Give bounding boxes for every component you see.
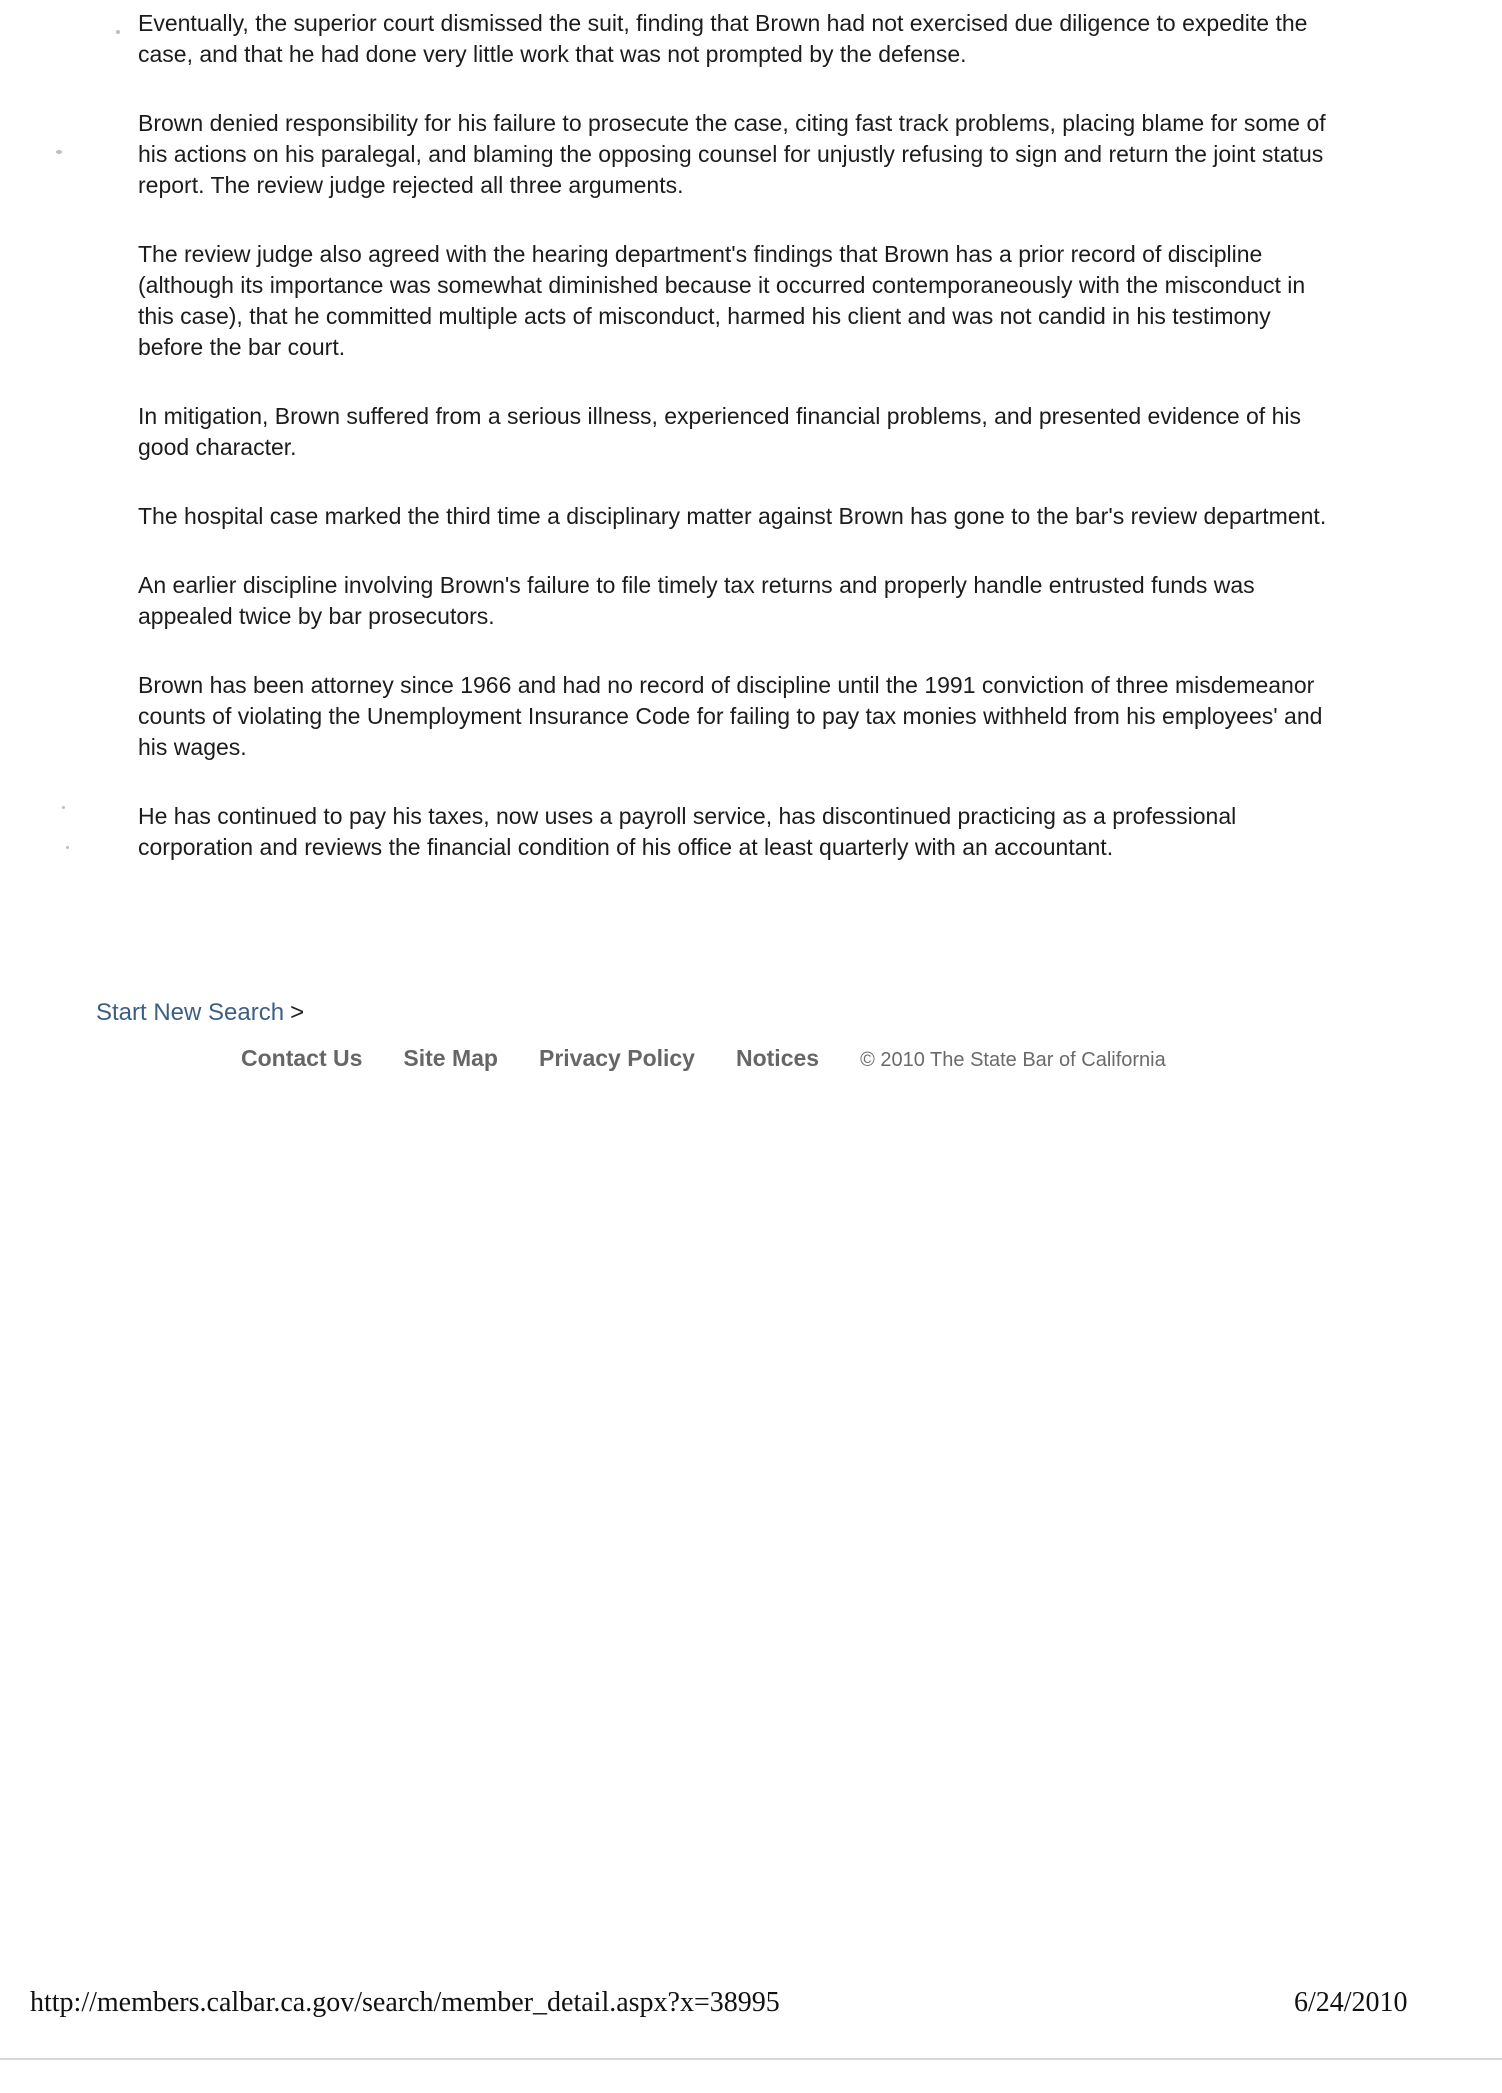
copyright-notice: © 2010 The State Bar of California bbox=[860, 1049, 1166, 1071]
article-paragraph-6: An earlier discipline involving Brown's failure to file timely tax returns and properly handle entrusted funds was appealed twice by bar prosecutors. bbox=[138, 572, 1255, 629]
article-paragraph-1: Eventually, the superior court dismissed the suit, finding that Brown had not exercised due diligence to expedite the case, and that he had done very little work that was not prompted by the defense. bbox=[138, 10, 1308, 67]
scan-speck bbox=[62, 806, 65, 809]
article-paragraph-8: He has continued to pay his taxes, now uses a payroll service, has discontinued practicing as a professional corporation and reviews the financial condition of his office at least quarterly with an accountant. bbox=[138, 803, 1237, 860]
article-paragraph-2: Brown denied responsibility for his failure to prosecute the case, citing fast track problems, placing blame for some of his actions on his paralegal, and blaming the opposing counsel for unjustly refusing to sign and return the joint status report. The review judge rejected all three arguments. bbox=[138, 110, 1326, 198]
footer-link-privacy-policy[interactable]: Privacy Policy bbox=[538, 1045, 695, 1071]
scan-speck bbox=[56, 150, 62, 154]
scan-edge-line bbox=[0, 2058, 1502, 2060]
print-footer-date: 6/24/2010 bbox=[1294, 1987, 1408, 2018]
chevron-right-icon: > bbox=[290, 999, 305, 1026]
footer-link-site-map[interactable]: Site Map bbox=[403, 1045, 498, 1071]
site-footer-nav bbox=[241, 1043, 1166, 1075]
print-footer-url: http://members.calbar.ca.gov/search/member_detail.aspx?x=38995 bbox=[30, 1987, 780, 2018]
article-paragraph-5: The hospital case marked the third time a disciplinary matter against Brown has gone to the bar's review department. bbox=[138, 503, 1327, 529]
article-paragraph-3: The review judge also agreed with the hearing department's findings that Brown has a prior record of discipline (although its importance was somewhat diminished because it occurred contemporaneously with the misconduct in this case), that he committed multiple acts of misconduct, harmed his client and was not candid in his testimony before the bar court. bbox=[138, 241, 1306, 360]
footer-link-contact-us[interactable]: Contact Us bbox=[241, 1045, 363, 1071]
start-new-search-row bbox=[96, 998, 304, 1028]
article-paragraph-4: In mitigation, Brown suffered from a serious illness, experienced financial problems, and presented evidence of his good character. bbox=[138, 403, 1301, 460]
start-new-search-link[interactable]: Start New Search bbox=[96, 999, 285, 1026]
scan-speck bbox=[116, 30, 120, 34]
article-paragraph-7: Brown has been attorney since 1966 and had no record of discipline until the 1991 conviction of three misdemeanor counts of violating the Unemployment Insurance Code for failing to pay tax monies withheld from his employees' and his wages. bbox=[138, 672, 1323, 760]
scan-speck bbox=[66, 846, 69, 849]
article-body bbox=[138, 8, 1338, 901]
footer-link-notices[interactable]: Notices bbox=[735, 1045, 820, 1071]
